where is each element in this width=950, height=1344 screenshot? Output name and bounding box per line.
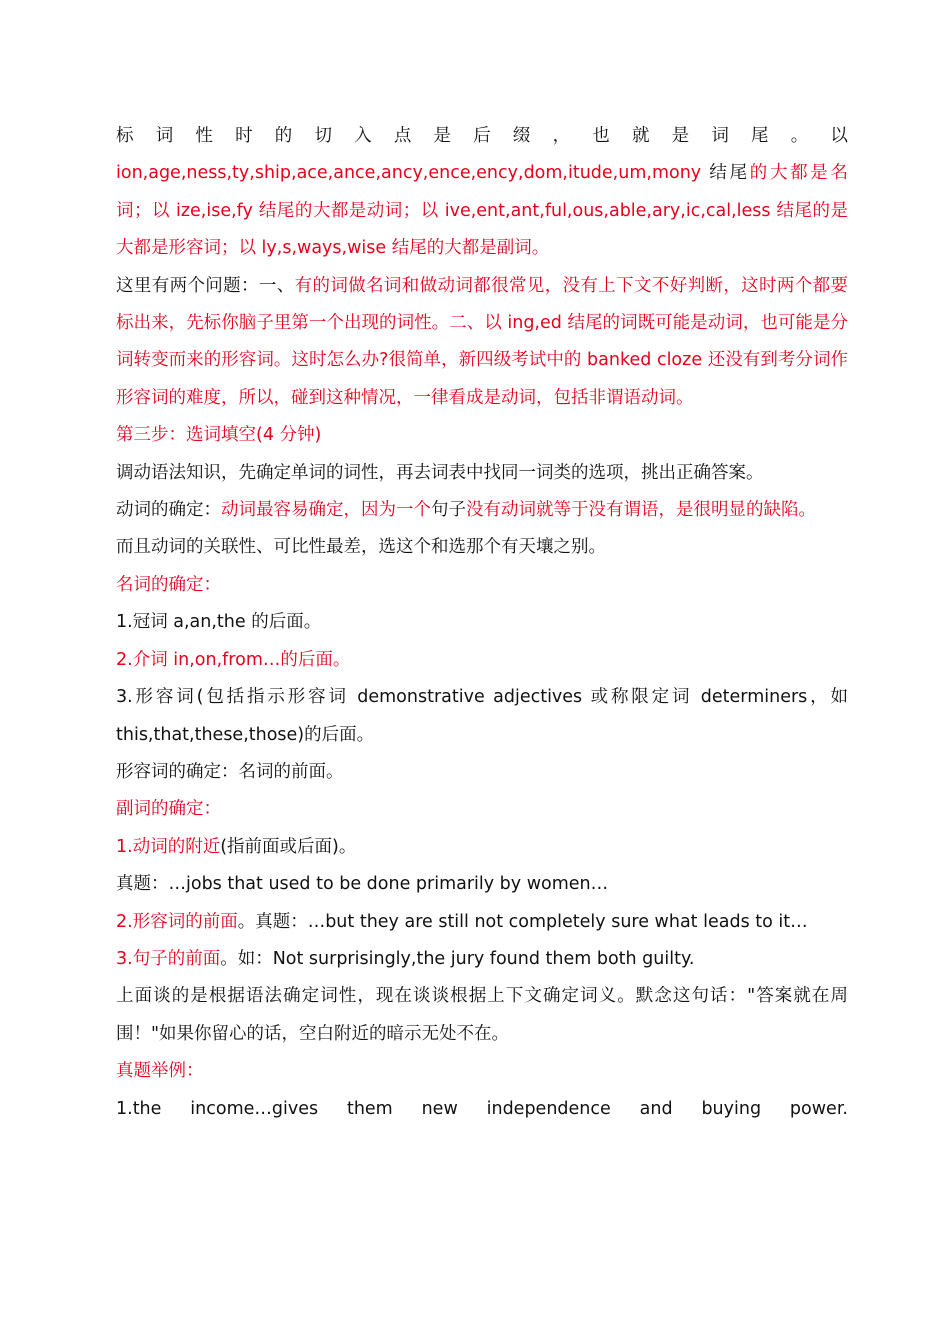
paragraph [116, 455, 848, 492]
text-token: buying [701, 1098, 762, 1119]
highlighted-text: 动词最容易确定，因为一个 [221, 500, 431, 521]
paragraph [116, 754, 848, 791]
body-text: 而且动词的关联性、可比性最差，选这个和选那个有天壤之别。 [116, 537, 606, 558]
paragraph [116, 941, 848, 978]
text-token: 词 [711, 126, 729, 146]
text-token: income…gives [190, 1098, 319, 1119]
paragraph [116, 642, 848, 679]
paragraph [116, 679, 848, 754]
body-text: 真题：…jobs that used to be done primarily by women… [116, 874, 609, 895]
highlighted-text: ion,age,ness,ty,ship,ace,ance,ancy,ence,ency,dom,itude,um,mony [116, 163, 702, 184]
paragraph [116, 118, 848, 155]
paragraph [116, 492, 848, 529]
text-token: 是 [671, 126, 690, 146]
paragraph [116, 791, 848, 828]
paragraph [116, 866, 848, 903]
paragraph [116, 417, 848, 454]
text-token: 也 [592, 126, 610, 146]
body-text: 上面谈的是根据语法确定词性，现在谈谈根据上下文确定词义。默念这句话："答案就在周围！"如果你留心的话，空白附近的暗示无处不在。 [116, 986, 848, 1044]
body-text: 3.形容词(包括指示形容词 demonstrative adjectives 或称限定词 determiners，如 this,that,these,those)的后面。 [116, 687, 848, 745]
text-token: them [346, 1098, 393, 1119]
text-token: and [639, 1098, 673, 1119]
text-token: 的 [274, 126, 293, 146]
text-token: power. [789, 1098, 848, 1119]
text-token: 标 [116, 126, 134, 146]
body-text: 。如：Not surprisingly,the jury found them both guilty. [220, 948, 695, 969]
paragraph [116, 829, 848, 866]
text-token: 入 [354, 126, 372, 146]
paragraph [116, 1053, 848, 1090]
paragraph [116, 155, 848, 267]
text-token: 就 [631, 126, 650, 146]
text-token: 后 [473, 126, 491, 146]
body-text: 1.冠词 a,an,the 的后面。 [116, 612, 322, 633]
highlighted-text: 没有动词就等于没有谓语，是很明显的缺陷。 [466, 500, 816, 521]
document-page [116, 118, 848, 1128]
paragraph [116, 1091, 848, 1128]
highlighted-text: 副词的确定： [116, 799, 221, 820]
text-token: 切 [314, 126, 332, 146]
paragraph [116, 529, 848, 566]
text-token: independence [486, 1098, 611, 1119]
text-token: 是 [433, 126, 451, 146]
highlighted-text: 名词的确定： [116, 574, 221, 595]
paragraph [116, 567, 848, 604]
text-token: 时 [235, 126, 253, 146]
text-token: 1.the [116, 1098, 162, 1119]
body-text: 结尾 [701, 163, 750, 184]
paragraph [116, 904, 848, 941]
body-text: (指前面或后面)。 [220, 836, 357, 857]
highlighted-text: 的大都是名词；以 ize,ise,fy 结尾的大都是动词；以 ive,ent,ant,ful,ous,able,ary,ic,cal,less 结尾的是大都是形容词；以 ly,s,ways,wise 结尾的大都是副词。 [116, 163, 848, 259]
body-text: 调动语法知识，先确定单词的词性，再去词表中找同一词类的选项，挑出正确答案。 [116, 462, 764, 483]
paragraph [116, 268, 848, 418]
highlighted-text: 2.形容词的前面 [116, 911, 238, 932]
text-token: 点 [393, 126, 412, 146]
text-token: 性 [195, 126, 213, 146]
highlighted-text: 第三步：选词填空(4 分钟) [116, 425, 322, 446]
text-token: 缀 [512, 126, 531, 146]
highlighted-text: 2.介词 in,on,from…的后面。 [116, 649, 351, 670]
text-token: 词 [155, 126, 174, 146]
body-text: 句子 [431, 500, 466, 521]
highlighted-text: 真题举例： [116, 1061, 204, 1082]
body-text: 形容词的确定：名词的前面。 [116, 761, 344, 782]
highlighted-text: 1.动词的附近 [116, 836, 221, 857]
body-text: 。真题：…but they are still not completely sure what leads to it… [237, 911, 808, 932]
text-token: 。 [790, 126, 809, 146]
body-text: 这里有两个问题：一、 [116, 275, 295, 296]
text-token: 尾 [751, 126, 769, 146]
text-token: 以 [830, 126, 848, 146]
text-token: ， [552, 126, 571, 146]
highlighted-text: 3.句子的前面 [116, 948, 221, 969]
paragraph [116, 978, 848, 1053]
highlighted-text: 有的词做名词和做动词都很常见，没有上下文不好判断，这时两个都要标出来，先标你脑子里第一个出现的词性。二、以 ing,ed 结尾的词既可能是动词，也可能是分词转变而来的形容词。这时怎么办?很简单，新四级考试中的 banked cloze 还没有到考分词作形容词的难度，所以，碰到这种情况，一律看成是动词，包括非谓语动词。 [116, 275, 848, 408]
text-token: new [421, 1098, 458, 1119]
body-text: 动词的确定： [116, 500, 221, 521]
paragraph [116, 604, 848, 641]
